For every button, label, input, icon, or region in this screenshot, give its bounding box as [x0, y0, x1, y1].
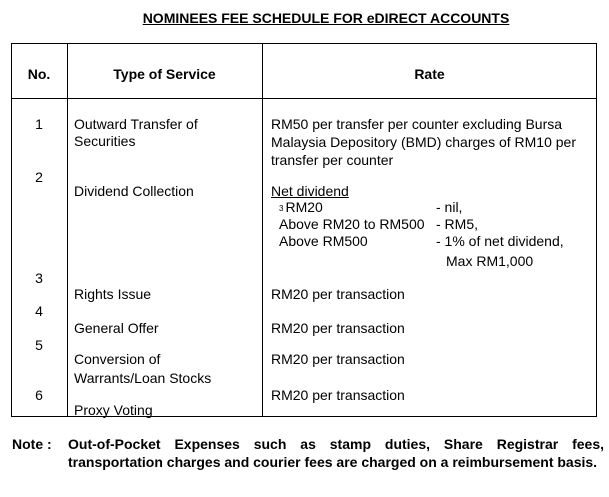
rate-tier-fee: - RM5, — [436, 216, 478, 232]
service-line: Dividend Collection — [74, 183, 194, 199]
header-divider — [11, 98, 597, 99]
rate-line: RM50 per transfer per counter excluding Bursa — [271, 116, 563, 132]
rate-line: RM20 per transaction — [271, 320, 405, 336]
note-text: Out-of-Pocket Expenses such as stamp duties, Share Registrar fees, transportation charges and courier fees are charged on a reimbursement basis. — [68, 436, 604, 470]
rate-tier-range: Above RM20 to RM500 — [279, 216, 425, 232]
header-service: Type of Service — [113, 66, 216, 82]
rate-cap: Max RM1,000 — [446, 253, 534, 269]
column-divider-1 — [67, 43, 68, 417]
rate-line: RM20 per transaction — [271, 351, 405, 367]
column-divider-2 — [262, 43, 263, 417]
rate-tier-fee: - 1% of net dividend, — [436, 233, 564, 249]
note-label: Note : — [12, 436, 52, 452]
row-number: 5 — [35, 337, 43, 353]
rate-tier-fee: - nil, — [436, 199, 463, 215]
service-line: Securities — [74, 133, 136, 149]
rate-line: RM20 per transaction — [271, 387, 405, 403]
header-no: No. — [27, 66, 51, 82]
row-number: 1 — [35, 116, 43, 132]
row-number: 2 — [35, 169, 43, 185]
rate-line: Malaysia Depository (BMD) charges of RM10 per — [271, 134, 576, 150]
row-number: 6 — [35, 387, 43, 403]
service-line: General Offer — [74, 320, 159, 336]
row-number: 4 — [35, 303, 43, 319]
service-line: Rights Issue — [74, 286, 152, 302]
rate-line: RM20 per transaction — [271, 286, 405, 302]
service-line: Warrants/Loan Stocks — [74, 370, 212, 386]
tier-range: RM20 — [285, 199, 323, 215]
header-rate: Rate — [414, 66, 445, 82]
service-line: Conversion of — [74, 351, 161, 367]
rate-tier-range: Above RM500 — [279, 233, 368, 249]
service-line: Outward Transfer of — [74, 116, 198, 132]
rate-line: transfer per counter — [271, 152, 394, 168]
rate-heading: Net dividend — [271, 183, 349, 199]
service-line: Proxy Voting — [74, 402, 153, 418]
tier-prefix: 3 — [279, 204, 284, 213]
page-title: NOMINEES FEE SCHEDULE FOR eDIRECT ACCOUNTS — [142, 10, 510, 26]
row-number: 3 — [35, 270, 43, 286]
